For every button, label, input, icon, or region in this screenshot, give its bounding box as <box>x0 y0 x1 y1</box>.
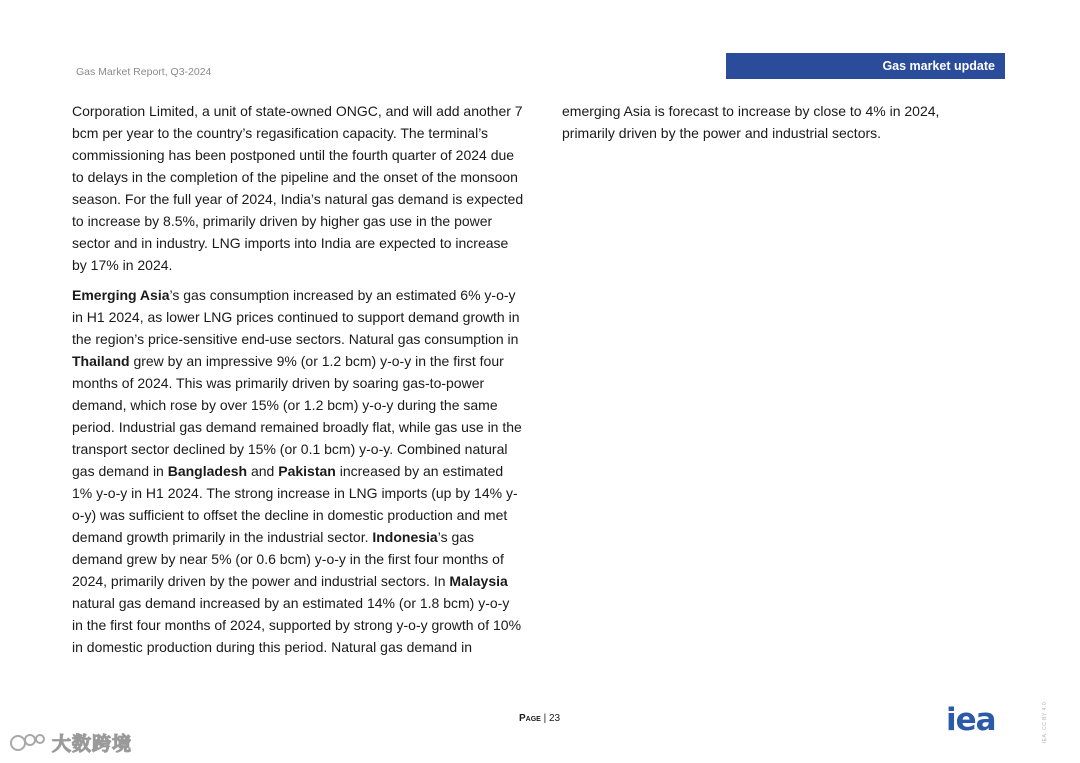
text-run: grew by an impressive 9% (or 1.2 bcm) y-o-y in the first four months of 2024. This was primarily driven by soaring gas-to-power demand, which rose by over 15% (or 1.2 bcm) y-o-y during the same period. Industrial gas demand remained broadly flat, while gas use in the transport sector declined by 15% (or 0.1 bcm) y-o-y. Combined natural gas demand in <box>72 353 522 479</box>
text-run: and <box>247 463 279 479</box>
text-run: ’s gas consumption increased by an estimated 6% y-o-y in H1 2024, as lower LNG prices continued to support demand growth in the region’s price-sensitive end-use sectors. Natural gas consumption in <box>72 287 520 347</box>
report-title: Gas Market Report, Q3-2024 <box>76 66 212 78</box>
bold-term: Thailand <box>72 353 130 369</box>
watermark-text: 大数跨境 <box>52 733 133 755</box>
text-run: ’s gas demand grew by near 5% (or 0.6 bcm) y-o-y in the first four months of 2024, primarily driven by the power and industrial sectors. In <box>72 529 504 589</box>
page-label: Page <box>519 713 541 724</box>
watermark <box>8 728 132 756</box>
paragraph-india: Corporation Limited, a unit of state-owned ONGC, and will add another 7 bcm per year to the country’s regasification capacity. The terminal’s commissioning has been postponed until the fourth quarter of 2024 due to delays in the completion of the pipeline and the onset of the monsoon season. For the full year of 2024, India’s natural gas demand is expected to increase by 8.5%, primarily driven by higher gas use in the power sector and in industry. LNG imports into India are expected to increase by 17% in 2024. <box>72 103 524 273</box>
text-run: increased by an estimated 1% y-o-y in H1 2024. The strong increase in LNG imports (up by 14% y-o-y) was sufficient to offset the decline in domestic production and met demand growth primarily in the industrial sector. <box>72 463 518 545</box>
text-run: natural gas demand increased by an estimated 14% (or 1.8 bcm) y-o-y in the first four months of 2024, supported by strong y-o-y growth of 10% in domestic production during this period. Natural gas demand in <box>72 595 522 655</box>
section-tag: Gas market update <box>726 53 1005 79</box>
bold-term: Bangladesh <box>167 463 248 479</box>
paragraph-emerging-asia <box>72 284 524 658</box>
paragraph-emerging-asia-forecast: emerging Asia is forecast to increase by close to 4% in 2024, primarily driven by the power and industrial sectors. <box>562 103 940 141</box>
bold-term: Emerging Asia <box>72 287 170 303</box>
bold-term: Pakistan <box>278 463 336 479</box>
bold-term: Indonesia <box>372 529 438 545</box>
license-note: IEA. CC BY 4.0. <box>1042 700 1048 744</box>
bold-term: Malaysia <box>449 573 508 589</box>
page-number <box>519 713 560 724</box>
left-column <box>72 100 524 658</box>
page-number-value: 23 <box>549 713 561 724</box>
svg-text:iea: iea <box>946 704 996 734</box>
watermark-logo-icon <box>8 730 48 754</box>
right-column <box>562 100 970 144</box>
page-separator: | <box>540 713 549 724</box>
iea-logo-icon <box>946 704 1008 734</box>
